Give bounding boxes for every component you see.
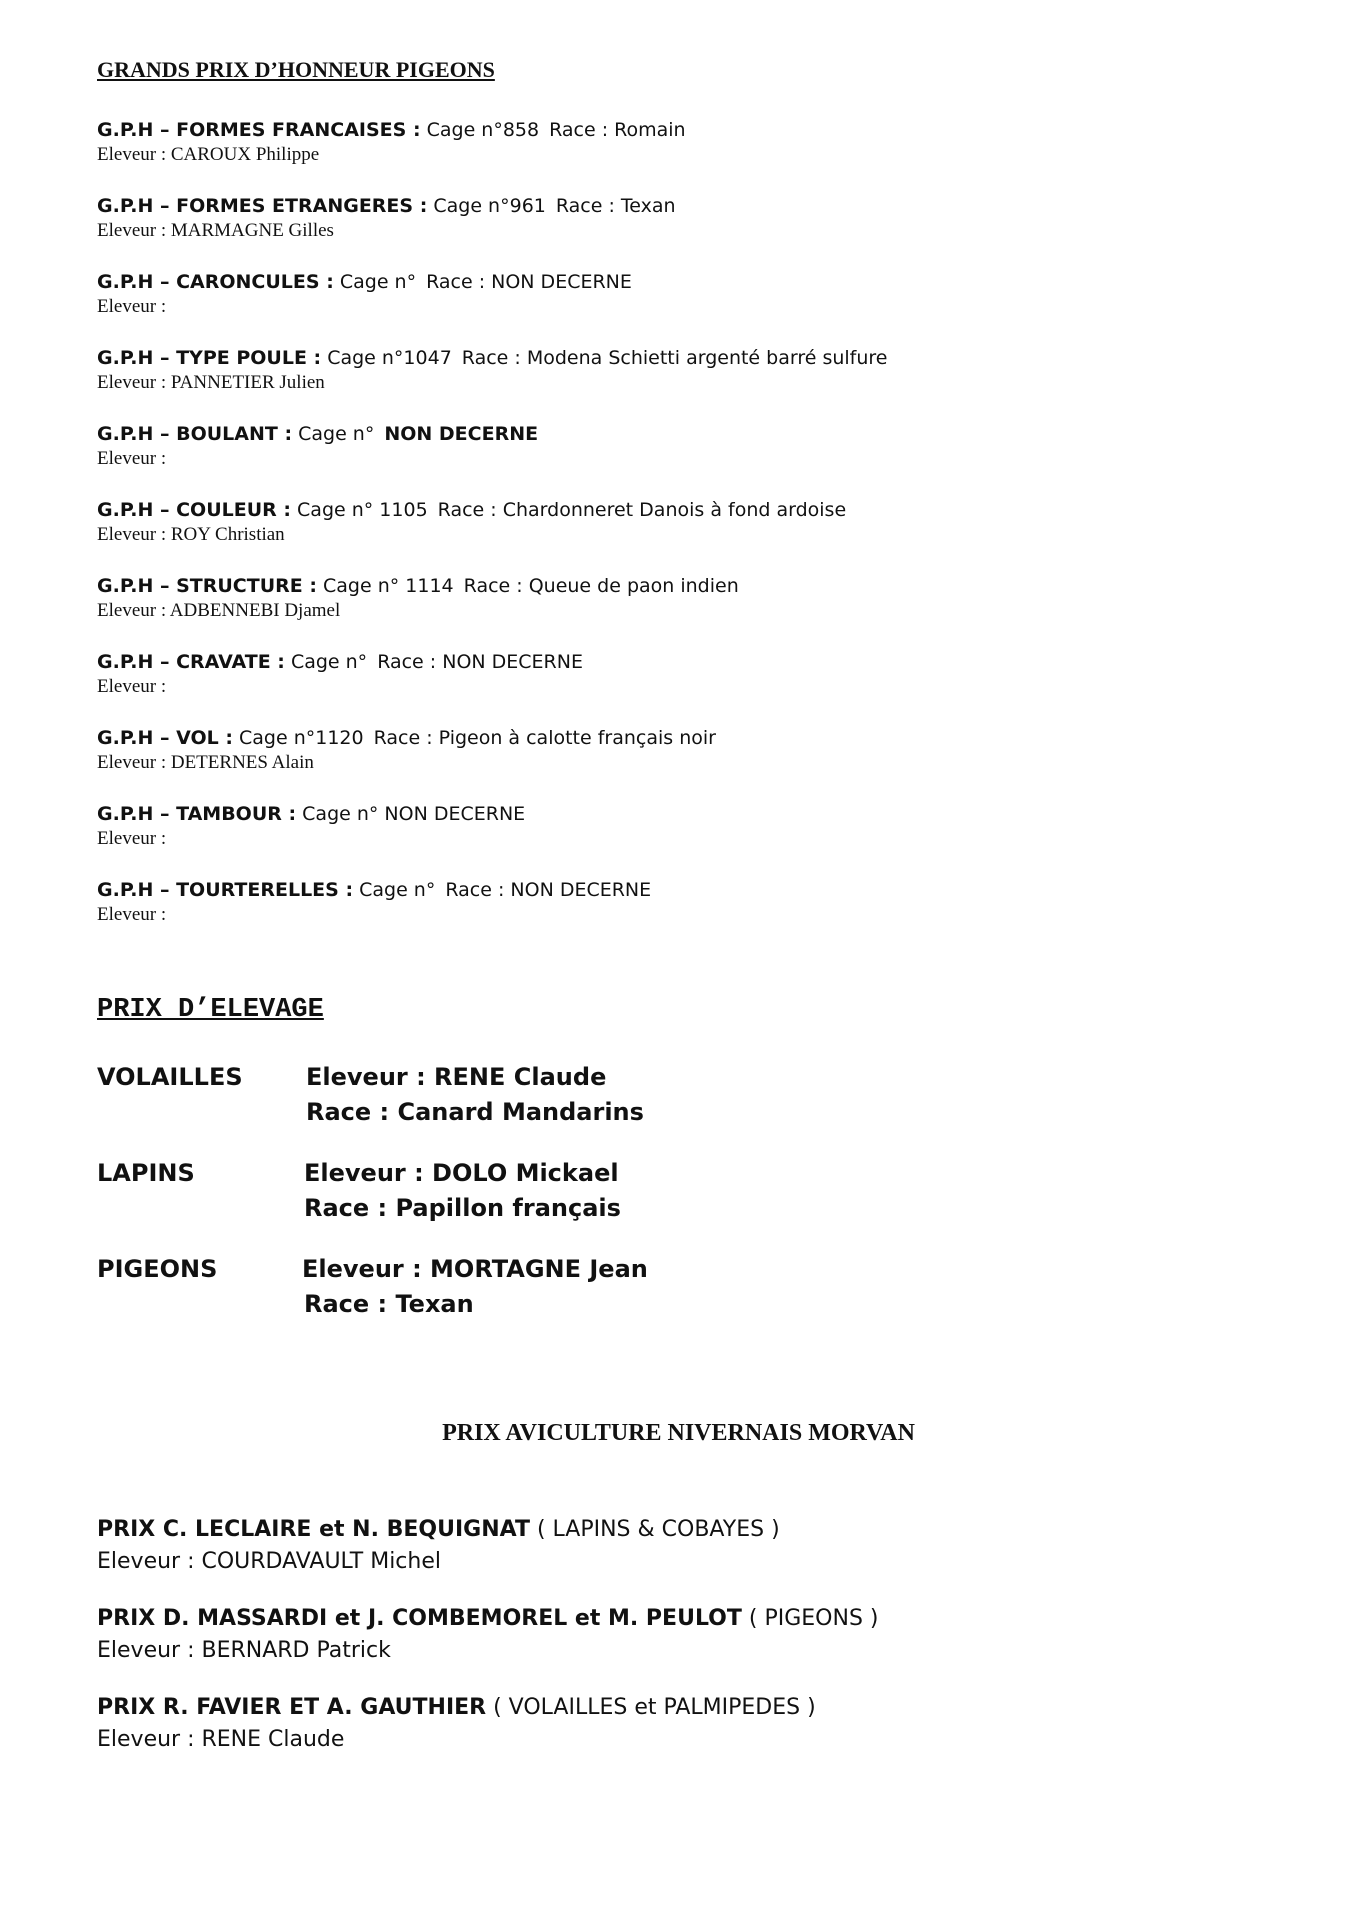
gph-label: G.P.H – COULEUR : [97,499,291,521]
gph-eleveur: Eleveur : DETERNES Alain [97,752,314,773]
prix-aviculture-prize [97,1606,878,1631]
gph-eleveur: Eleveur : [97,296,167,317]
gph-eleveur: Eleveur : [97,676,167,697]
prize-eleveur: Eleveur : RENE Claude [97,1727,345,1752]
prize-eleveur: Eleveur : BERNARD Patrick [97,1638,391,1663]
gph-race: Race : Texan [555,195,676,217]
prize-name: PRIX R. FAVIER ET A. GAUTHIER [97,1695,487,1720]
gph-entry-tourterelles [97,877,1297,927]
prize-name: PRIX D. MASSARDI et J. COMBEMOREL et M. PEULOT [97,1606,742,1631]
gph-race: Race : Queue de paon indien [463,575,739,597]
gph-cage: Cage n°1120 [239,727,364,749]
gph-label: G.P.H – FORMES ETRANGERES : [97,195,428,217]
prix-aviculture-title: PRIX AVICULTURE NIVERNAIS MORVAN [442,1420,915,1446]
gph-race: NON DECERNE [384,423,539,445]
gph-eleveur: Eleveur : CAROUX Philippe [97,144,320,165]
gph-race: Race : Pigeon à calotte français noir [373,727,716,749]
prix-elevage-title: PRIX D’ELEVAGE [97,995,324,1025]
gph-cage: Cage n° [339,271,417,293]
gph-cage: Cage n°1047 [327,347,452,369]
gph-cage: Cage n° 1114 [323,575,454,597]
gph-race: Race : Modena Schietti argenté barré sulfure [461,347,888,369]
gph-cage: Cage n° 1105 [297,499,428,521]
prix-elevage-race: Race : Canard Mandarins [306,1098,644,1126]
gph-cage: Cage n°858 [426,119,540,141]
gph-race: Race : NON DECERNE [445,879,652,901]
prix-elevage-category: PIGEONS [97,1255,218,1283]
gph-cage: Cage n° [359,879,436,901]
gph-entry-formes-francaises [97,117,1297,167]
gph-entry-structure [97,573,1297,623]
gph-label: G.P.H – FORMES FRANCAISES : [97,119,421,141]
prix-elevage-eleveur: Eleveur : RENE Claude [306,1063,607,1091]
prix-elevage-eleveur: Eleveur : MORTAGNE Jean [302,1255,648,1283]
prix-aviculture-prize [97,1517,780,1542]
gph-entry-tambour [97,801,1297,851]
gph-entry-cravate [97,649,1297,699]
gph-entry-caroncules [97,269,1297,319]
gph-label: G.P.H – STRUCTURE : [97,575,317,597]
prize-eleveur: Eleveur : COURDAVAULT Michel [97,1549,441,1574]
prix-elevage-race: Race : Papillon français [304,1194,621,1222]
gph-cage: Cage n° NON DECERNE [302,803,526,825]
gph-eleveur: Eleveur : [97,448,167,469]
prize-category: ( PIGEONS ) [748,1606,879,1631]
gph-label: G.P.H – VOL : [97,727,233,749]
gph-eleveur: Eleveur : PANNETIER Julien [97,372,325,393]
gph-eleveur: Eleveur : ADBENNEBI Djamel [97,600,341,621]
gph-label: G.P.H – BOULANT : [97,423,293,445]
gph-eleveur: Eleveur : MARMAGNE Gilles [97,220,334,241]
gph-cage: Cage n°961 [433,195,546,217]
gph-entry-boulant [97,421,1297,471]
prix-aviculture-prize [97,1695,816,1720]
gph-label: G.P.H – TYPE POULE : [97,347,322,369]
gph-section-title: GRANDS PRIX D’HONNEUR PIGEONS [97,57,495,82]
prize-category: ( LAPINS & COBAYES ) [536,1517,780,1542]
gph-eleveur: Eleveur : ROY Christian [97,524,285,545]
gph-entry-type-poule [97,345,1297,395]
gph-race: Race : NON DECERNE [426,271,632,293]
gph-cage: Cage n° [298,423,375,445]
gph-label: G.P.H – TAMBOUR : [97,803,297,825]
gph-label: G.P.H – CARONCULES : [97,271,334,293]
gph-race: Race : Chardonneret Danois à fond ardoise [437,499,847,521]
prize-name: PRIX C. LECLAIRE et N. BEQUIGNAT [97,1517,530,1542]
gph-eleveur: Eleveur : [97,828,167,849]
gph-race: Race : Romain [549,119,686,141]
gph-label: G.P.H – TOURTERELLES : [97,879,354,901]
prize-category: ( VOLAILLES et PALMIPEDES ) [493,1695,816,1720]
gph-entry-vol [97,725,1297,775]
prix-elevage-category: VOLAILLES [97,1063,243,1091]
gph-label: G.P.H – CRAVATE : [97,651,285,673]
gph-entry-couleur [97,497,1297,547]
gph-race: Race : NON DECERNE [377,651,583,673]
gph-entry-formes-etrangeres [97,193,1297,243]
gph-cage: Cage n° [290,651,368,673]
prix-elevage-eleveur: Eleveur : DOLO Mickael [304,1159,619,1187]
gph-eleveur: Eleveur : [97,904,167,925]
prix-elevage-race: Race : Texan [304,1290,474,1318]
prix-elevage-category: LAPINS [97,1159,195,1187]
